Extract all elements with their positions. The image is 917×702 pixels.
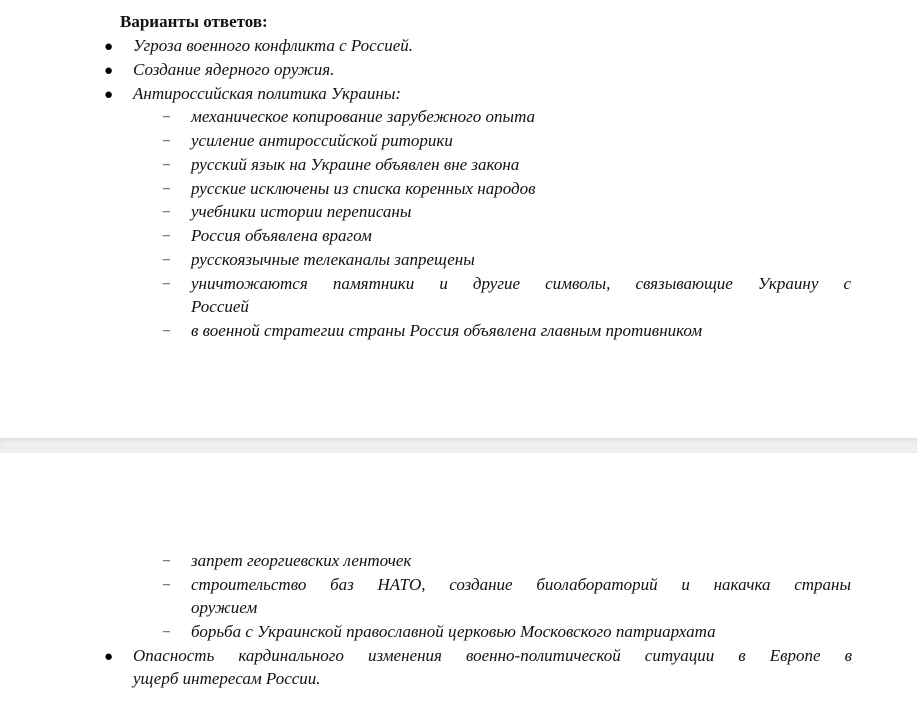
bullet-marker: ● (104, 63, 114, 79)
sub-item-4: русские исключены из списка коренных народов (191, 179, 536, 198)
dash-marker: – (163, 228, 170, 243)
sub-item-5: учебники истории переписаны (191, 202, 412, 221)
sub-item-2: усиление антироссийской риторики (191, 131, 453, 150)
answers-heading: Варианты ответов: (120, 12, 268, 31)
sub-item-3: русский язык на Украине объявлен вне закона (191, 155, 520, 174)
sub-item-12: борьба с Украинской православной церковью Московского патриархата (191, 622, 716, 641)
bullet-item-1: Угроза военного конфликта с Россией. (133, 36, 414, 55)
dash-marker: – (163, 577, 170, 592)
sub-item-1: механическое копирование зарубежного опыта (191, 107, 536, 126)
dash-marker: – (163, 553, 170, 568)
sub-item-9: в военной стратегии страны Россия объявлена главным противником (191, 321, 703, 340)
dash-marker: – (163, 181, 170, 196)
sub-item-7: русскоязычные телеканалы запрещены (191, 250, 475, 269)
bullet-marker: ● (104, 87, 114, 103)
dash-marker: – (163, 157, 170, 172)
sub-item-11-line-1: строительство баз НАТО, создание биолабораторий и накачка страны (191, 575, 851, 594)
bullet-marker: ● (104, 649, 114, 665)
sub-item-6: Россия объявлена врагом (191, 226, 372, 245)
dash-marker: – (163, 204, 170, 219)
sub-item-11-line-2: оружием (191, 598, 258, 617)
page-break-separator (0, 438, 917, 454)
dash-marker: – (163, 624, 170, 639)
bullet-marker: ● (104, 39, 114, 55)
dash-marker: – (163, 276, 170, 291)
dash-marker: – (163, 323, 170, 338)
sub-item-8-line-1: уничтожаются памятники и другие символы, связывающие Украину с (191, 274, 851, 293)
dash-marker: – (163, 109, 170, 124)
bullet-item-3: Антироссийская политика Украины: (133, 84, 402, 103)
bullet-item-4-line-1: Опасность кардинального изменения военно-политической ситуации в Европе в (133, 646, 852, 665)
dash-marker: – (163, 133, 170, 148)
document-page-2 (0, 453, 917, 702)
sub-item-10: запрет георгиевских ленточек (191, 551, 412, 570)
bullet-item-4-line-2: ущерб интересам России. (133, 669, 321, 688)
bullet-item-2: Создание ядерного оружия. (133, 60, 335, 79)
dash-marker: – (163, 252, 170, 267)
sub-item-8-line-2: Россией (191, 297, 249, 316)
